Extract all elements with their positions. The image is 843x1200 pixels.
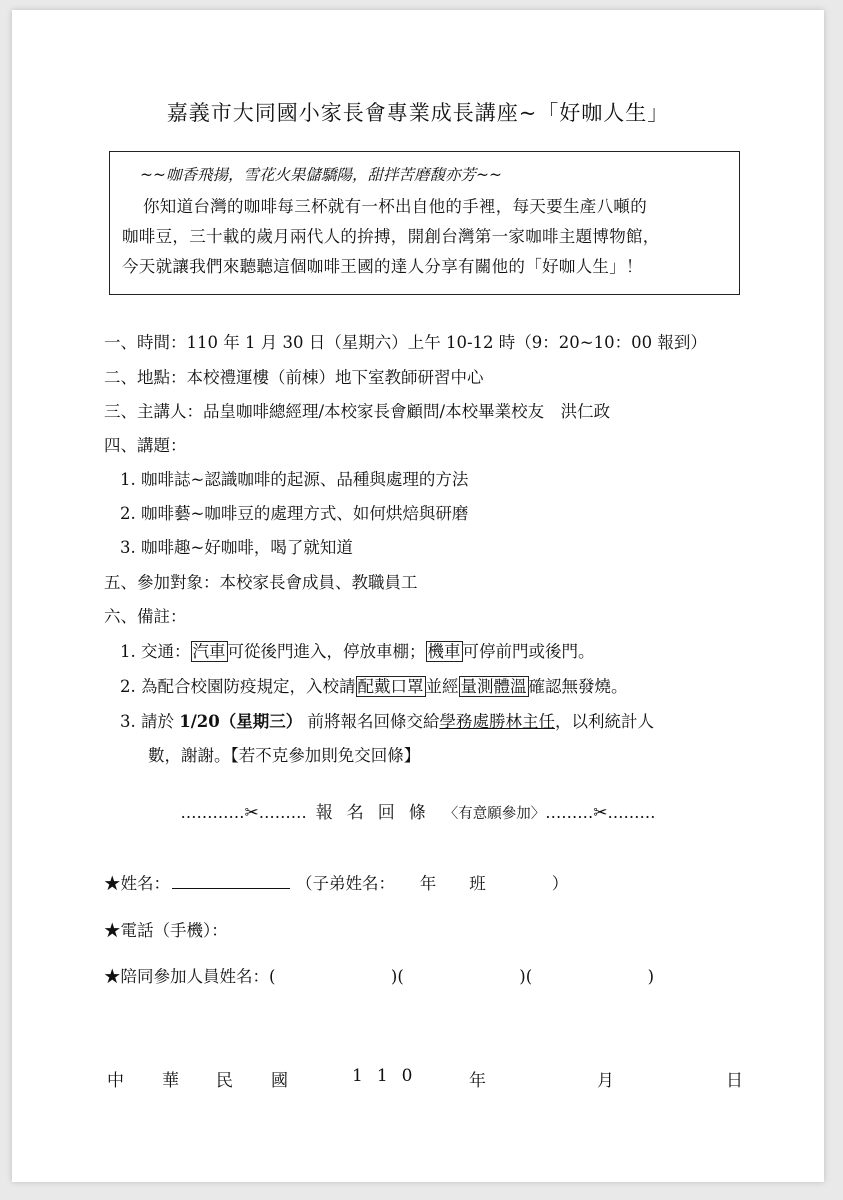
intro-line-1: 你知道台灣的咖啡每三杯就有一杯出自他的手裡，每天要生產八噸的 bbox=[143, 197, 647, 216]
name-field[interactable] bbox=[172, 871, 290, 889]
note-contact: 學務處勝林主任 bbox=[439, 712, 555, 731]
note-text: 並經 bbox=[425, 677, 459, 696]
note-transport bbox=[120, 638, 595, 662]
dotted-line: ……… bbox=[545, 803, 594, 822]
detail-place: 二、地點：本校禮運樓（前棟）地下室教師研習中心 bbox=[104, 368, 484, 387]
note-deadline bbox=[120, 708, 654, 732]
intro-line-3: 今天就讓我們來聽聽這個咖啡王國的達人分享有關他的「好咖人生」！ bbox=[122, 257, 643, 276]
scissors-icon: ✂ bbox=[244, 803, 259, 823]
date-month-unit: 月 bbox=[597, 1071, 614, 1091]
note-text: 1. 交通： bbox=[120, 642, 191, 661]
topic-item: 1. 咖啡誌~認識咖啡的起源、品種與處理的方法 bbox=[120, 470, 469, 489]
reply-cut-line bbox=[12, 798, 824, 823]
intro-body bbox=[122, 192, 729, 282]
reply-title: 報名回條 bbox=[315, 803, 440, 823]
intro-slogan: ~~咖香飛揚，雪花火果儲驕陽，甜拌苦磨馥亦芳~~ bbox=[140, 166, 502, 184]
note-text: 前將報名回條交給 bbox=[302, 712, 440, 731]
form-name-row bbox=[104, 870, 568, 894]
detail-audience: 五、參加對象：本校家長會成員、教職員工 bbox=[104, 573, 418, 592]
note-text: 確認無發燒。 bbox=[528, 677, 628, 696]
note-boxed-temperature: 量測體溫 bbox=[460, 677, 527, 696]
detail-time: 一、時間：110 年 1 月 30 日（星期六）上午 10-12 時（9：20~10：00 報到） bbox=[104, 333, 707, 352]
date-char: 民 bbox=[216, 1071, 233, 1091]
child-label: （子弟姓名： 年 班 ） bbox=[296, 874, 569, 893]
note-boxed-scooter: 機車 bbox=[427, 642, 461, 661]
note-boxed-car: 汽車 bbox=[192, 642, 226, 661]
date-char: 中 bbox=[107, 1071, 124, 1091]
topic-item: 2. 咖啡藝~咖啡豆的處理方式、如何烘焙與研磨 bbox=[120, 504, 469, 523]
document-page bbox=[12, 10, 824, 1182]
intro-box bbox=[109, 151, 740, 295]
date-char: 華 bbox=[162, 1071, 179, 1091]
note-text: 可停前門或後門。 bbox=[462, 642, 595, 661]
note-exempt: 【若不克參加則免交回條】 bbox=[230, 746, 421, 765]
dotted-line: ……… bbox=[258, 803, 307, 822]
note-epidemic bbox=[120, 673, 628, 697]
note-boxed-mask: 配戴口罩 bbox=[357, 677, 424, 696]
date-char: 國 bbox=[271, 1071, 288, 1091]
detail-speaker: 三、主講人：品皇咖啡總經理/本校家長會顧問/本校畢業校友 洪仁政 bbox=[104, 402, 611, 421]
note-text: 2. 為配合校園防疫規定，入校請 bbox=[120, 677, 356, 696]
note-text: 數，謝謝。 bbox=[148, 746, 231, 765]
scissors-icon: ✂ bbox=[593, 803, 608, 823]
reply-hint: 〈有意願參加〉 bbox=[443, 806, 546, 822]
detail-notes-heading: 六、備註： bbox=[104, 607, 187, 626]
dotted-line: ……… bbox=[607, 803, 656, 822]
name-label: ★姓名： bbox=[104, 874, 170, 893]
detail-topics-heading: 四、講題： bbox=[104, 436, 187, 455]
note-text: 3. 請於 bbox=[120, 712, 180, 731]
dotted-line: ………… bbox=[180, 803, 245, 822]
note-text: ，以利統計人 bbox=[554, 712, 654, 731]
page-title: 嘉義市大同國小家長會專業成長講座~「好咖人生」 bbox=[166, 101, 670, 125]
intro-line-2: 咖啡豆，三十載的歲月兩代人的拚搏，開創台灣第一家咖啡主題博物館， bbox=[122, 227, 660, 246]
note-deadline-cont bbox=[148, 742, 420, 766]
date-day-unit: 日 bbox=[726, 1071, 743, 1091]
date-year-unit: 年 bbox=[469, 1071, 486, 1091]
companion-label: ★陪同參加人員姓名：( )( )( ) bbox=[104, 967, 655, 986]
date-year: 110 bbox=[352, 1066, 427, 1086]
note-deadline-date: 1/20（星期三） bbox=[179, 712, 303, 731]
topic-item: 3. 咖啡趣~好咖啡，喝了就知道 bbox=[120, 538, 353, 557]
note-text: 可從後門進入，停放車棚； bbox=[227, 642, 426, 661]
phone-label: ★電話（手機）： bbox=[104, 921, 228, 940]
